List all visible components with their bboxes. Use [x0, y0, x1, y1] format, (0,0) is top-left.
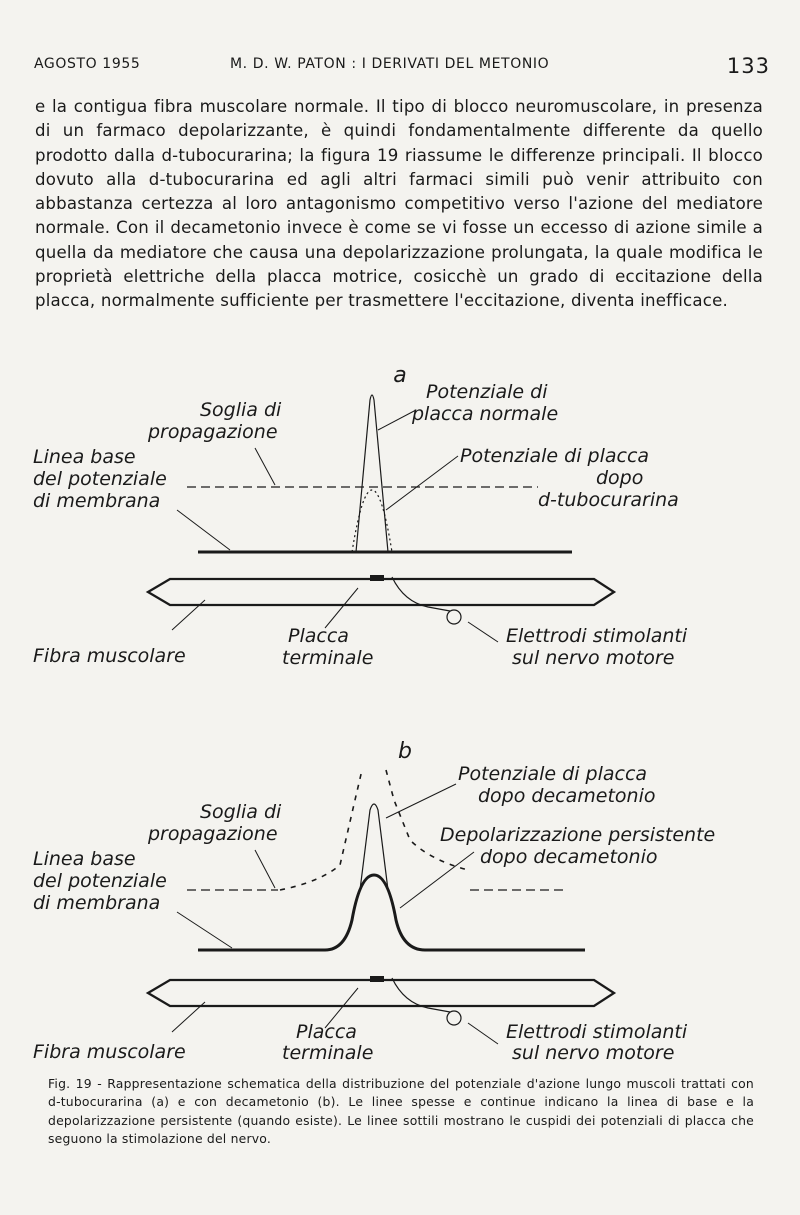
electrode-icon-a	[447, 610, 461, 624]
pot-dec-label-1: Potenziale di placca	[458, 763, 648, 785]
normal-plate-potential	[356, 395, 388, 552]
leader-elettrodi-a	[468, 622, 498, 642]
leader-pot-dtubo	[386, 456, 458, 510]
linea-base-label-a-1: Linea base	[33, 446, 136, 468]
propagation-right	[386, 770, 468, 870]
linea-base-label-b-1: Linea base	[33, 848, 136, 870]
leader-soglia-a	[255, 448, 275, 485]
dep-label-1: Depolarizzazione persistente	[440, 824, 716, 846]
electrode-icon-b	[447, 1011, 461, 1025]
soglia-label-b-2: propagazione	[148, 823, 278, 845]
figure-19	[0, 360, 800, 1060]
pot-dtubo-label-2: dopo	[596, 467, 644, 489]
linea-base-label-a-2: del potenziale	[33, 468, 167, 490]
placca-label-a-1: Placca	[288, 625, 349, 647]
linea-base-label-b-2: del potenziale	[33, 870, 167, 892]
placca-label-b-1: Placca	[296, 1021, 357, 1043]
fibra-label-a: Fibra muscolare	[33, 645, 186, 667]
page-number: 133	[726, 54, 770, 78]
linea-base-label-a-3: di membrana	[33, 490, 161, 512]
propagation-left	[280, 770, 362, 890]
pot-dtubo-label-3: d-tubocurarina	[538, 489, 679, 511]
end-plate-a	[370, 575, 384, 581]
decametonio-spike	[360, 804, 388, 890]
pot-dec-label-2: dopo decametonio	[478, 785, 656, 807]
soglia-label-b-1: Soglia di	[200, 801, 282, 823]
elettrodi-label-a-2: sul nervo motore	[512, 647, 675, 669]
dep-label-2: dopo decametonio	[480, 846, 658, 868]
leader-elettrodi-b	[468, 1023, 498, 1044]
soglia-label-a-1: Soglia di	[200, 399, 282, 421]
placca-label-a-2: terminale	[282, 647, 374, 669]
leader-linea-a	[177, 510, 230, 550]
figure-caption: Fig. 19 - Rappresentazione schematica della distribuzione del potenziale d'azione lungo muscoli trattati con d-tubocurarina (a) e con decametonio (b). Le linee spesse e continue indicano la linea di base e la depolarizzazione persistente (quando esiste). Le linee sottili mostrano le cuspidi dei potenziali di placca che seguono la stimolazione del nervo.	[48, 1076, 754, 1147]
body-paragraph: e la contigua fibra muscolare normale. Il tipo di blocco neuromuscolare, in presenza di un farmaco depolarizzante, è quindi fondamentalmente differente da quello prodotto dalla d-tubocurarina; la figura 19 riassume le differenze principali. Il blocco dovuto alla d-tubocurarina ed agli altri farmaci simili può venir attribuito con abbastanza certezza al loro antagonismo competitivo verso l'azione del mediatore normale. Con il decametonio invece è come se vi fosse un eccesso di azione simile a quella da mediatore che causa una depolarizzazione prolungata, la quale modifica le proprietà elettriche della placca motrice, cosicchè un grado di eccitazione della placca, normalmente sufficiente per trasmettere l'eccitazione, diventa inefficace.	[35, 97, 763, 311]
leader-pot-normale	[378, 410, 416, 430]
soglia-label-a-2: propagazione	[148, 421, 278, 443]
panel-b	[33, 739, 715, 1060]
leader-linea-b	[177, 912, 232, 948]
elettrodi-label-b-2: sul nervo motore	[512, 1042, 675, 1060]
leader-soglia-b	[255, 850, 275, 888]
header-date: AGOSTO 1955	[34, 56, 141, 72]
header-title: M. D. W. PATON : I DERIVATI DEL METONIO	[230, 56, 550, 72]
pot-normale-label-1: Potenziale di	[426, 381, 548, 403]
leader-pot-dec	[386, 784, 456, 818]
panel-a-label: a	[393, 363, 407, 388]
running-header	[34, 56, 770, 86]
muscle-fiber-b	[148, 980, 614, 1006]
pot-dtubo-label-1: Potenziale di placca	[460, 445, 650, 467]
dtubo-plate-potential	[352, 490, 392, 552]
elettrodi-label-a-1: Elettrodi stimolanti	[506, 625, 688, 647]
panel-b-label: b	[398, 739, 412, 764]
pot-normale-label-2: placca normale	[412, 403, 559, 425]
leader-dep	[400, 852, 474, 908]
linea-base-label-b-3: di membrana	[33, 892, 161, 914]
fibra-label-b: Fibra muscolare	[33, 1041, 186, 1060]
baseline-b	[198, 875, 585, 950]
placca-label-b-2: terminale	[282, 1042, 374, 1060]
leader-placca-a	[325, 588, 358, 628]
muscle-fiber-a	[148, 579, 614, 605]
panel-a	[33, 363, 688, 669]
end-plate-b	[370, 976, 384, 982]
elettrodi-label-b-1: Elettrodi stimolanti	[506, 1021, 688, 1043]
